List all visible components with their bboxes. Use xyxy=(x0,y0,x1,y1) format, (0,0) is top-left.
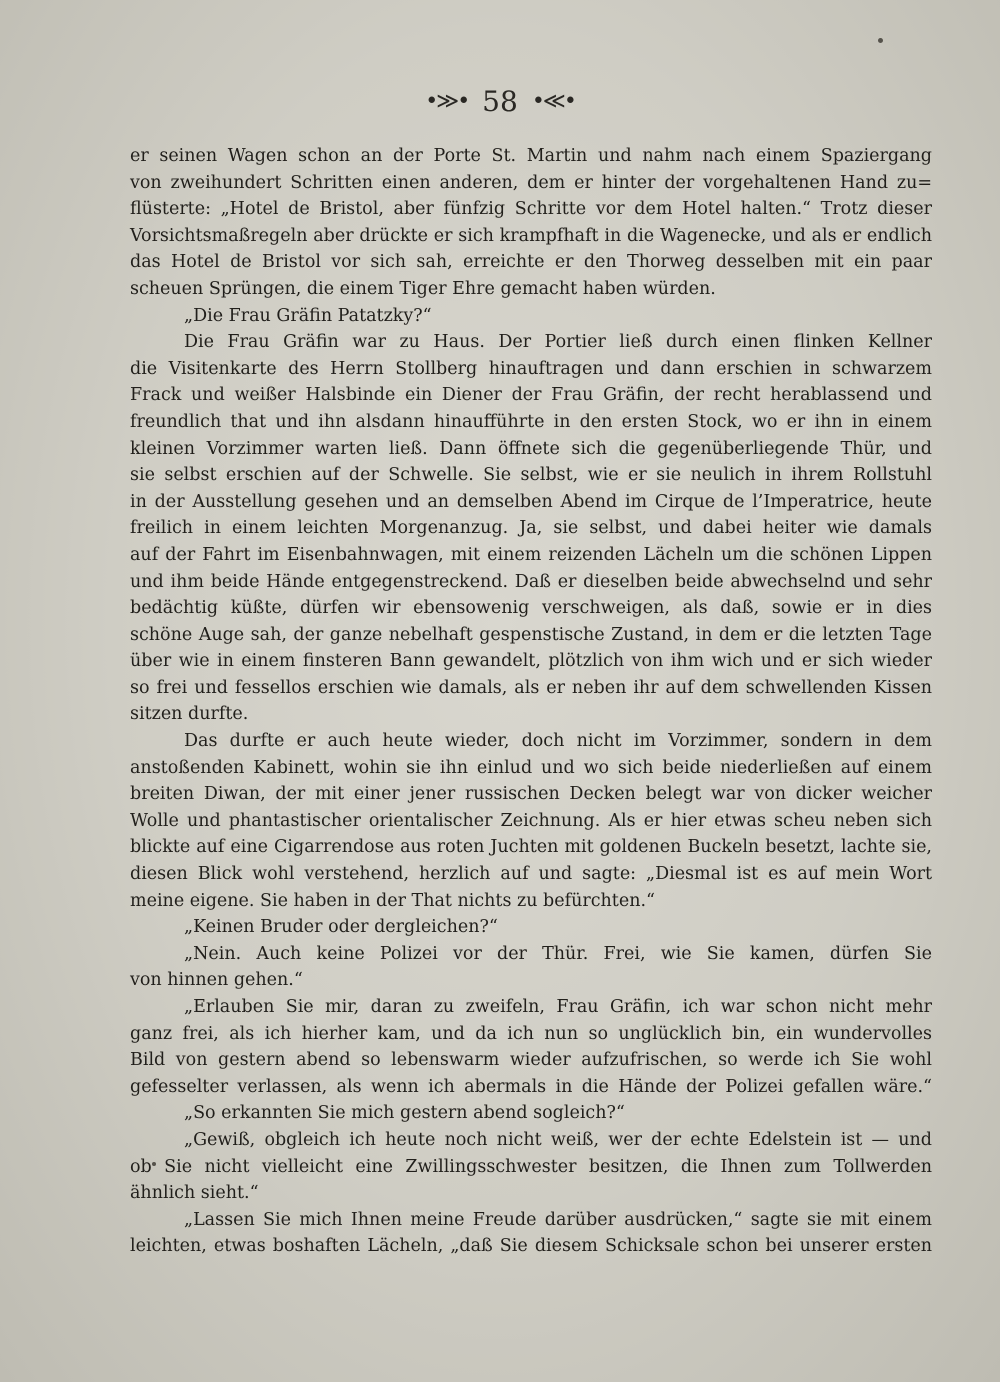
text-line: das Hotel de Bristol vor sich sah, erreichte er den Thorweg desselben mit ein paar xyxy=(130,252,932,273)
text-line: blickte auf eine Cigarrendose aus roten Juchten mit goldenen Buckeln besetzt, lachte sie, xyxy=(130,837,932,858)
page-number: 58 xyxy=(482,85,518,118)
text-line: „Lassen Sie mich Ihnen meine Freude darüber ausdrücken,“ sagte sie mit einem xyxy=(184,1209,932,1230)
text-line: „So erkannten Sie mich gestern abend sogleich?“ xyxy=(184,1103,625,1124)
text-line: so frei und fessellos erschien wie damals, als er neben ihr auf dem schwellenden Kissen xyxy=(130,677,932,698)
text-line: bedächtig küßte, dürfen wir ebensowenig verschweigen, als daß, sowie er in dies xyxy=(130,598,932,619)
text-line: in der Ausstellung gesehen und an demselben Abend im Cirque de l’Imperatrice, heute xyxy=(130,491,932,512)
text-line: über wie in einem finsteren Bann gewandelt, plötzlich von ihm wich und er sich wieder xyxy=(130,651,932,672)
ornament-left-icon: •≫• xyxy=(425,89,469,114)
text-line: Wolle und phantastischer orientalischer Zeichnung. Als er hier etwas scheu neben sich xyxy=(130,810,932,831)
text-line: freilich in einem leichten Morgenanzug. Ja, sie selbst, und dabei heiter wie damals xyxy=(130,518,932,539)
text-line: kleinen Vorzimmer warten ließ. Dann öffnete sich die gegenüberliegende Thür, und xyxy=(130,438,932,459)
text-line: er seinen Wagen schon an der Porte St. Martin und nahm nach einem Spaziergang xyxy=(130,146,932,166)
text-line: anstoßenden Kabinett, wohin sie ihn einlud und wo sich beide niederließen auf einem xyxy=(130,757,932,778)
text-line: Die Frau Gräfin war zu Haus. Der Portier ließ durch einen flinken Kellner xyxy=(184,332,932,353)
text-line: freundlich that und ihn alsdann hinaufführte in den ersten Stock, wo er ihn in einem xyxy=(130,411,932,432)
text-line: sitzen durfte. xyxy=(130,704,249,725)
text-line: von zweihundert Schritten einen anderen, dem er hinter der vorgehaltenen Hand zu= xyxy=(130,172,932,193)
text-line: Das durfte er auch heute wieder, doch nicht im Vorzimmer, sondern in dem xyxy=(184,731,932,752)
text-line: „Erlauben Sie mir, daran zu zweifeln, Frau Gräfin, ich war schon nicht mehr xyxy=(184,997,932,1017)
ink-speck xyxy=(878,38,883,43)
text-line: schöne Auge sah, der ganze nebelhaft gespenstische Zustand, in dem er die letzten Tage xyxy=(130,624,932,645)
text-line: die Visitenkarte des Herrn Stollberg hinauftragen und dann erschien in schwarzem xyxy=(130,358,932,379)
text-line: leichten, etwas boshaften Lächeln, „daß Sie diesem Schicksale schon bei unserer ersten xyxy=(130,1236,932,1257)
text-line: auf der Fahrt im Eisenbahnwagen, mit einem reizenden Lächeln um die schönen Lippen xyxy=(130,544,932,565)
text-line: „Nein. Auch keine Polizei vor der Thür. Frei, wie Sie kamen, dürfen Sie xyxy=(184,943,932,964)
text-line: und ihm beide Hände entgegenstreckend. Daß er dieselben beide abwechselnd und sehr xyxy=(130,571,932,592)
text-line: ähnlich sieht.“ xyxy=(130,1183,259,1204)
page-header xyxy=(0,82,1000,122)
text-line: Vorsichtsmaßregeln aber drückte er sich krampfhaft in die Wagenecke, und als er endlich xyxy=(130,225,932,246)
text-line: „Die Frau Gräfin Patatzky?“ xyxy=(184,305,432,326)
text-line: ganz frei, als ich hierher kam, und da ich nun so unglücklich bin, ein wundervolles xyxy=(130,1023,932,1044)
text-line: „Gewiß, obgleich ich heute noch nicht weiß, wer der echte Edelstein ist — und xyxy=(184,1129,932,1150)
ornament-right-icon: •≪• xyxy=(531,89,575,114)
text-line: Frack und weißer Halsbinde ein Diener der Frau Gräfin, der recht herablassend und xyxy=(130,385,932,406)
text-line: ob Sie nicht vielleicht eine Zwillingsschwester besitzen, die Ihnen zum Tollwerden xyxy=(130,1156,932,1177)
body-text xyxy=(130,143,932,1260)
text-line: gefesselter verlassen, als wenn ich abermals in die Hände der Polizei gefallen wäre.“ xyxy=(130,1076,932,1097)
text-line: breiten Diwan, der mit einer jener russischen Decken belegt war von dicker weicher xyxy=(130,784,932,805)
text-line: „Keinen Bruder oder dergleichen?“ xyxy=(184,917,498,938)
text-line: Bild von gestern abend so lebenswarm wieder aufzufrischen, so werde ich Sie wohl xyxy=(130,1050,932,1071)
text-line: scheuen Sprüngen, die einem Tiger Ehre gemacht haben würden. xyxy=(130,278,716,299)
text-line: flüsterte: „Hotel de Bristol, aber fünfzig Schritte vor dem Hotel halten.“ Trotz dieser xyxy=(130,199,932,220)
text-line: von hinnen gehen.“ xyxy=(130,970,303,991)
text-line: sie selbst erschien auf der Schwelle. Sie selbst, wie er sie neulich in ihrem Rollstuhl xyxy=(130,465,932,486)
text-line: meine eigene. Sie haben in der That nichts zu befürchten.“ xyxy=(130,890,655,911)
text-line: diesen Blick wohl verstehend, herzlich auf und sagte: „Diesmal ist es auf mein Wort xyxy=(130,864,932,885)
